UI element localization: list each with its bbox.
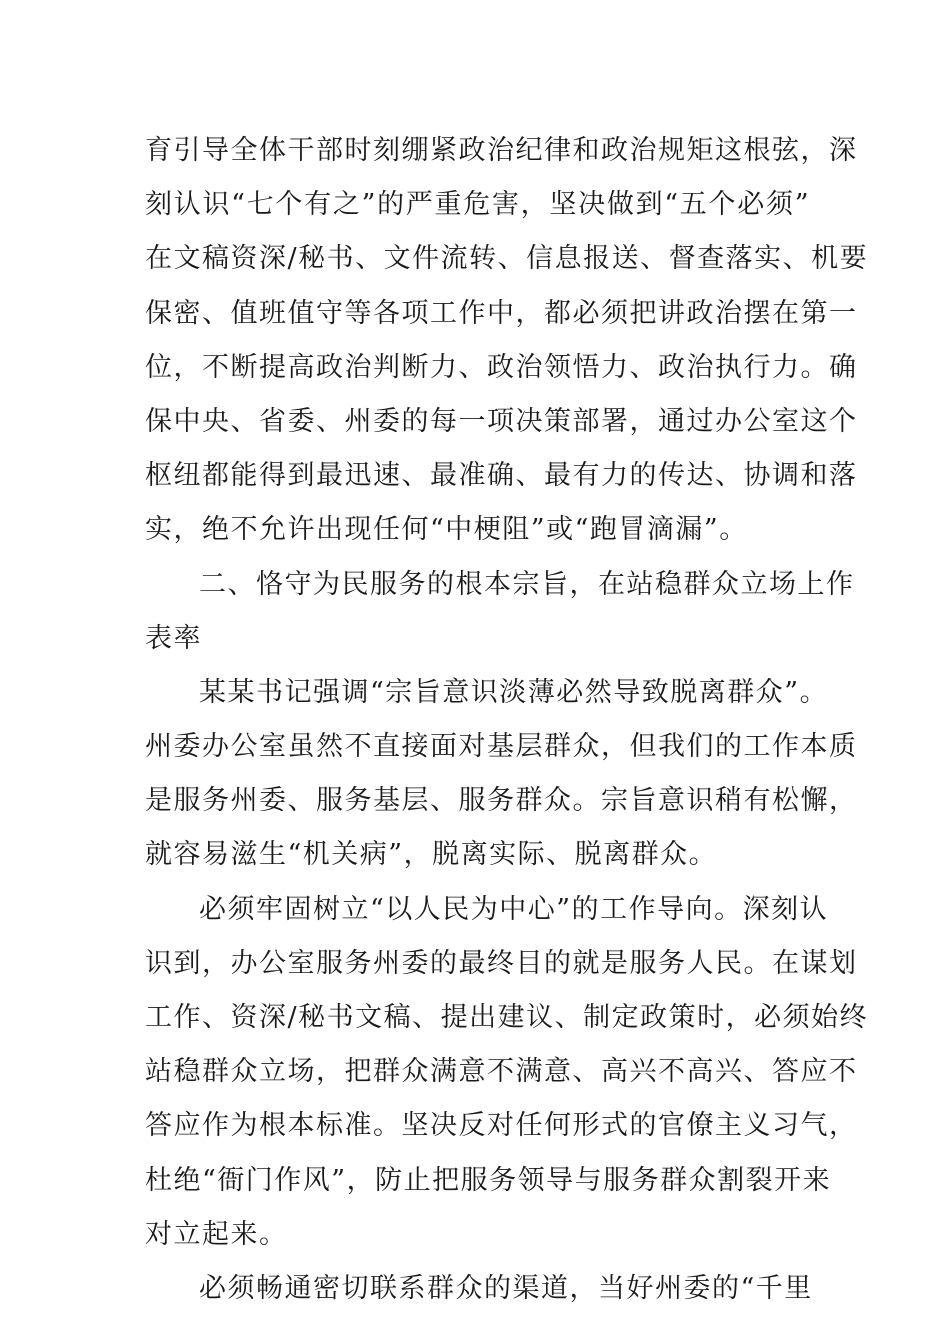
text-line: 保密、值班值守等各项工作中，都必须把讲政治摆在第一 xyxy=(145,297,858,329)
text-line: 就容易滋生“机关病”，脱离实际、脱离群众。 xyxy=(145,839,718,871)
text-line: 某某书记强调“宗旨意识淡薄必然导致脱离群众”。 xyxy=(199,676,829,708)
section-heading-line: 表率 xyxy=(145,622,202,654)
text-line: 必须畅通密切联系群众的渠道，当好州委的“千里 xyxy=(199,1272,813,1304)
text-line: 答应作为根本标准。坚决反对任何形式的官僚主义习气， xyxy=(145,1110,858,1142)
section-heading-line: 二、恪守为民服务的根本宗旨，在站稳群众立场上作 xyxy=(199,568,855,600)
text-line: 工作、资深/秘书文稿、提出建议、制定政策时，必须始终 xyxy=(145,1002,869,1033)
text-line: 识到，办公室服务州委的最终目的就是服务人民。在谋划 xyxy=(145,947,858,979)
text-line: 刻认识“七个有之”的严重危害，坚决做到“五个必须” xyxy=(145,189,810,221)
text-line: 州委办公室虽然不直接面对基层群众，但我们的工作本质 xyxy=(145,731,858,763)
text-line: 实，绝不允许出现任何“中梗阻”或“跑冒滴漏”。 xyxy=(145,514,748,546)
text-line: 育引导全体干部时刻绷紧政治纪律和政治规矩这根弦，深 xyxy=(145,135,858,166)
text-line: 对立起来。 xyxy=(145,1218,288,1250)
document-body xyxy=(145,124,869,1316)
text-line: 是服务州委、服务基层、服务群众。宗旨意识稍有松懈， xyxy=(145,785,858,817)
text-line: 必须牢固树立“以人民为中心”的工作导向。深刻认 xyxy=(199,893,829,925)
text-line: 保中央、省委、州委的每一项决策部署，通过办公室这个 xyxy=(145,405,858,437)
text-line: 位，不断提高政治判断力、政治领悟力、政治执行力。确 xyxy=(145,351,858,383)
text-line: 在文稿资深/秘书、文件流转、信息报送、督查落实、机要 xyxy=(145,243,869,275)
text-line: 站稳群众立场，把群众满意不满意、高兴不高兴、答应不 xyxy=(145,1056,858,1088)
text-line: 杜绝“衙门作风”，防止把服务领导与服务群众割裂开来 xyxy=(145,1164,832,1196)
text-line: 枢纽都能得到最迅速、最准确、最有力的传达、协调和落 xyxy=(145,460,858,492)
